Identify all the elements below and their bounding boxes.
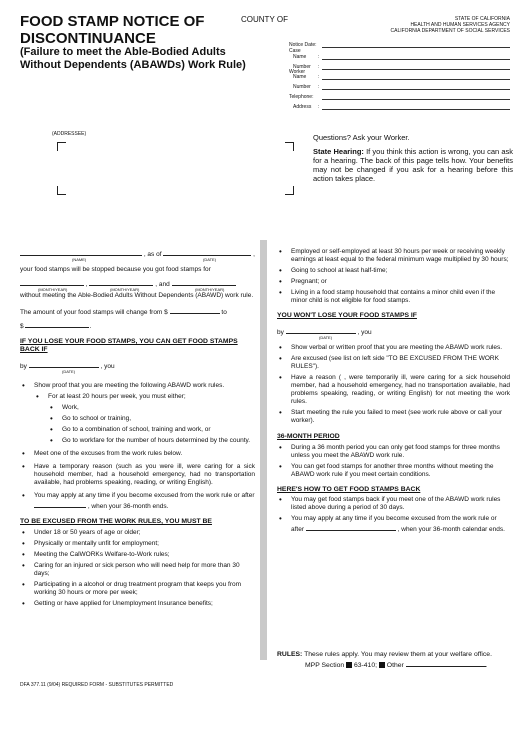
list-item: • Under 18 or 50 years of age or older;: [20, 529, 255, 537]
after-date-field[interactable]: [34, 500, 86, 508]
by-label: by: [20, 363, 27, 370]
agency-line-2: HEALTH AND HUMAN SERVICES AGENCY: [410, 22, 510, 28]
name-field[interactable]: [20, 248, 142, 256]
list-item: • Physically or mentally unfit for employment;: [20, 540, 255, 548]
list-item: • Show verbal or written proof that you are meeting the ABAWD work rules.: [277, 344, 510, 352]
list-item: • You may get food stamps back if you meet one of the ABAWD work rules listed above during a period of 30 days.: [277, 496, 510, 512]
after-date-field[interactable]: [306, 523, 396, 531]
telephone-field[interactable]: [322, 99, 510, 100]
worker-number-label: Number: [293, 84, 311, 90]
colon: :: [318, 84, 320, 90]
month-year-field-2[interactable]: [89, 278, 153, 286]
list-item: • Meet one of the excuses from the work rules below.: [20, 450, 255, 458]
list-item: • Meeting the CalWORKs Welfare-to-Work rules;: [20, 551, 255, 559]
agency-line-3: CALIFORNIA DEPARTMENT OF SOCIAL SERVICES: [390, 28, 510, 34]
state-hearing-text: If you think this action is wrong, you can ask for a hearing. The back of this page tells how. Your benefits may not be changed if you ask for a hearing before this action takes place.: [313, 147, 513, 183]
list-item: • Start meeting the rule you failed to meet (see work rule above or call your worker).: [277, 409, 510, 425]
mpp-label: MPP Section: [305, 662, 345, 669]
addressee-corner-bl: [57, 186, 66, 195]
addressee-corner-br: [285, 186, 294, 195]
worker-number-field[interactable]: [322, 89, 510, 90]
subtitle-line-2: Without Dependents (ABAWDs) Work Rule): [20, 59, 246, 71]
column-divider: [260, 240, 267, 660]
other-label: Other: [386, 662, 404, 669]
state-hearing-label: State Hearing:: [313, 147, 364, 156]
by-date-field[interactable]: [286, 326, 356, 334]
by-label: by: [277, 329, 284, 336]
subtitle-line-1: (Failure to meet the Able-Bodied Adults: [20, 46, 226, 58]
agency-line-1: STATE OF CALIFORNIA: [454, 16, 510, 22]
list-item: • Going to school at least half-time;: [277, 267, 510, 275]
month-year-caption: (MONTH/YEAR): [195, 287, 225, 292]
you-label: , you: [100, 363, 115, 370]
notice-date-field[interactable]: [322, 47, 510, 48]
agency-block: [385, 16, 510, 34]
county-label: COUNTY OF: [241, 15, 288, 24]
list-item: • Go to a combination of school, training and work, or: [20, 426, 255, 434]
list-item: • Go to school or training,: [20, 415, 255, 423]
as-of-label: , as of: [143, 251, 162, 258]
list-item: • For at least 20 hours per week, you must either;: [20, 393, 255, 401]
list-item: • Living in a food stamp household that contains a minor child even if the minor child is not eligible for food stamps.: [277, 289, 510, 305]
worker-name-field[interactable]: [322, 79, 510, 80]
case-name-field[interactable]: [322, 59, 510, 60]
case-name-label: Name: [293, 54, 307, 60]
may-apply-text: You may apply at any time if you become excused from the work rule or after: [34, 492, 255, 499]
address-label: Address: [293, 104, 312, 110]
telephone-label: Telephone:: [289, 94, 314, 100]
stopped-text: your food stamps will be stopped because you got food stamps for: [20, 266, 211, 273]
title-line-2: DISCONTINUANCE: [20, 30, 156, 47]
list-item: • Go to workfare for the number of hours determined by the county.: [20, 437, 255, 445]
worker-label: Worker: [289, 69, 306, 75]
how-heading: HERE'S HOW TO GET FOOD STAMPS BACK: [277, 486, 421, 493]
list-item: [277, 515, 510, 534]
list-item: • You can get food stamps for another three months without meeting the ABAWD work rule if you meet certain conditions.: [277, 463, 510, 479]
period-heading: 36-MONTH PERIOD: [277, 433, 340, 440]
list-item: • Participating in a alcohol or drug treatment program that keeps you from working 30 hours or more per week;: [20, 581, 255, 597]
list-item: • Caring for an injured or sick person who will need help for more than 30 days;: [20, 562, 255, 578]
month-year-field-3[interactable]: [172, 278, 236, 286]
list-item: • Employed or self-employed at least 30 hours per week or receiving weekly earnings at least equal to the federal minimum wage multiplied by 30 hours;: [277, 248, 510, 264]
addressee-corner-tl: [57, 142, 66, 151]
notice-date-label: Notice Date:: [289, 42, 317, 48]
list-item: • Have a temporary reason (such as you were ill, were caring for a sick household member, had a household emergency, had no transportation available, had problems speaking, reading, or writing English).: [20, 463, 255, 487]
as-of-date-field[interactable]: [163, 248, 251, 256]
lose-heading: IF YOU LOSE YOUR FOOD STAMPS, YOU CAN GET FOOD STAMPS BACK IF: [20, 338, 238, 353]
rules-block: RULES: These rules apply. You may review them at your welfare office. MPP Section 63-410; Other .: [277, 651, 492, 669]
form-footer: DFA 377.11 (9/04) REQUIRED FORM - SUBSTITUTES PERMITTED: [20, 682, 174, 688]
without-text: without meeting the Able-Bodied Adults Without Dependents (ABAWD) work rule.: [20, 292, 254, 299]
address-field[interactable]: [322, 109, 510, 110]
addressee-label: (ADDRESSEE): [52, 131, 87, 137]
addressee-corner-tr: [285, 142, 294, 151]
how2-end-text: , when your 36-month calendar ends.: [397, 526, 505, 533]
month-year-field-1[interactable]: [20, 278, 84, 286]
and-label: , and: [155, 281, 170, 288]
date-caption: (DATE): [62, 369, 76, 374]
rules-text: These rules apply. You may review them at your welfare office.: [304, 651, 492, 658]
list-item: [20, 492, 255, 511]
excused-heading: TO BE EXCUSED FROM THE WORK RULES, YOU MUST BE: [20, 518, 212, 525]
list-item: • Are excused (see list on left side "TO BE EXCUSED FROM THE WORK RULES").: [277, 355, 510, 371]
name-caption: (NAME): [72, 257, 87, 262]
colon: :: [318, 54, 320, 60]
list-item: • Show proof that you are meeting the following ABAWD work rules.: [20, 382, 255, 390]
when-ends-text: , when your 36-month ends.: [87, 503, 169, 510]
dollar-label: $: [20, 323, 24, 330]
list-item: • Have a reason ( , were temporarily ill, were caring for a sick household member, had a household emergency, had no transportation available, had problems speaking, reading, or writing English) for not meeting the work rules.: [277, 374, 510, 406]
list-item: • Getting or have applied for Unemployment Insurance benefits;: [20, 600, 255, 608]
other-checkbox[interactable]: [379, 662, 385, 668]
to-label: to: [221, 309, 227, 316]
date-caption: (DATE): [319, 335, 333, 340]
wont-lose-heading: YOU WON'T LOSE YOUR FOOD STAMPS IF: [277, 312, 417, 319]
by-date-field[interactable]: [29, 360, 99, 368]
left-column: , as of , (NAME) (DATE) your food stamps will be stopped because you got food stamps for , , and (MONTH/YEAR) (MONTH/YEAR) (MONTH/YEAR) without meeting the Able-Bodied Adults Without Dependents (ABAWD) work rule. The amount of your food stamps will change from $ to $ . IF YOU LOSE YOUR FOOD STAMPS, YOU CAN GET FOOD STAMPS BACK IF by , you (DATE) • Show proof that you are meeting the following ABAWD work rules. • For at least 20 hours per week, you must either; • Work, • Go to school or training, • Go to a combination of school, training and work, or • Go to workfare for the number of hours determined by the county. • Meet one of the excuses from the work rules below. • Have a temporary reason (such as you were ill, were caring for a sick household member, had a household emergency, had no transportation available, had problems speaking, reading, or writing English). • You may apply at any time if you become excused from the work rule or after , when your 36-month ends. TO BE EXCUSED FROM THE WORK RULES, YOU MUST BE • Under 18 or 50 years of age or older; • Physically or mentally unfit for employment; • Meeting the CalWORKs Welfare-to-Work rules; • Caring for an injured or sick person who will need help for more than 30 days; • Participating in a alcohol or drug treatment program that keeps you from working 30 hours or more per week; • Getting or have applied for Unemployment Insurance benefits;: [20, 248, 255, 611]
amount-label: The amount of your food stamps will change from $: [20, 309, 168, 316]
case-label: Case: [289, 48, 301, 54]
list-item: • During a 36 month period you can only get food stamps for three months unless you meet the ABAWD work rule.: [277, 444, 510, 460]
date-caption: (DATE): [203, 257, 217, 262]
mpp-number: 63-410;: [353, 662, 378, 669]
colon: :: [318, 104, 320, 110]
rules-label: RULES:: [277, 651, 303, 658]
state-hearing-block: [313, 147, 513, 183]
how2-text: You may apply at any time if you become excused from the work rule or after: [291, 515, 497, 533]
colon: :: [318, 74, 320, 80]
form-subtitle: [20, 46, 260, 72]
mpp-checkbox[interactable]: [346, 662, 352, 668]
other-field[interactable]: [406, 659, 486, 667]
right-column: [277, 248, 510, 537]
questions-text: Questions? Ask your Worker.: [313, 133, 410, 142]
form-title: [20, 13, 230, 47]
case-number-field[interactable]: [322, 69, 510, 70]
amount-to-field[interactable]: [25, 320, 89, 328]
amount-from-field[interactable]: [170, 306, 220, 314]
worker-name-label: Name: [293, 74, 307, 80]
month-year-caption: (MONTH/YEAR): [110, 287, 140, 292]
month-year-caption: (MONTH/YEAR): [38, 287, 68, 292]
list-item: • Work,: [20, 404, 255, 412]
list-item: • Pregnant; or: [277, 278, 510, 286]
title-line-1: FOOD STAMP NOTICE OF: [20, 13, 205, 30]
case-number-label: Number: [293, 64, 311, 70]
colon: :: [318, 64, 320, 70]
you-label: , you: [357, 329, 372, 336]
